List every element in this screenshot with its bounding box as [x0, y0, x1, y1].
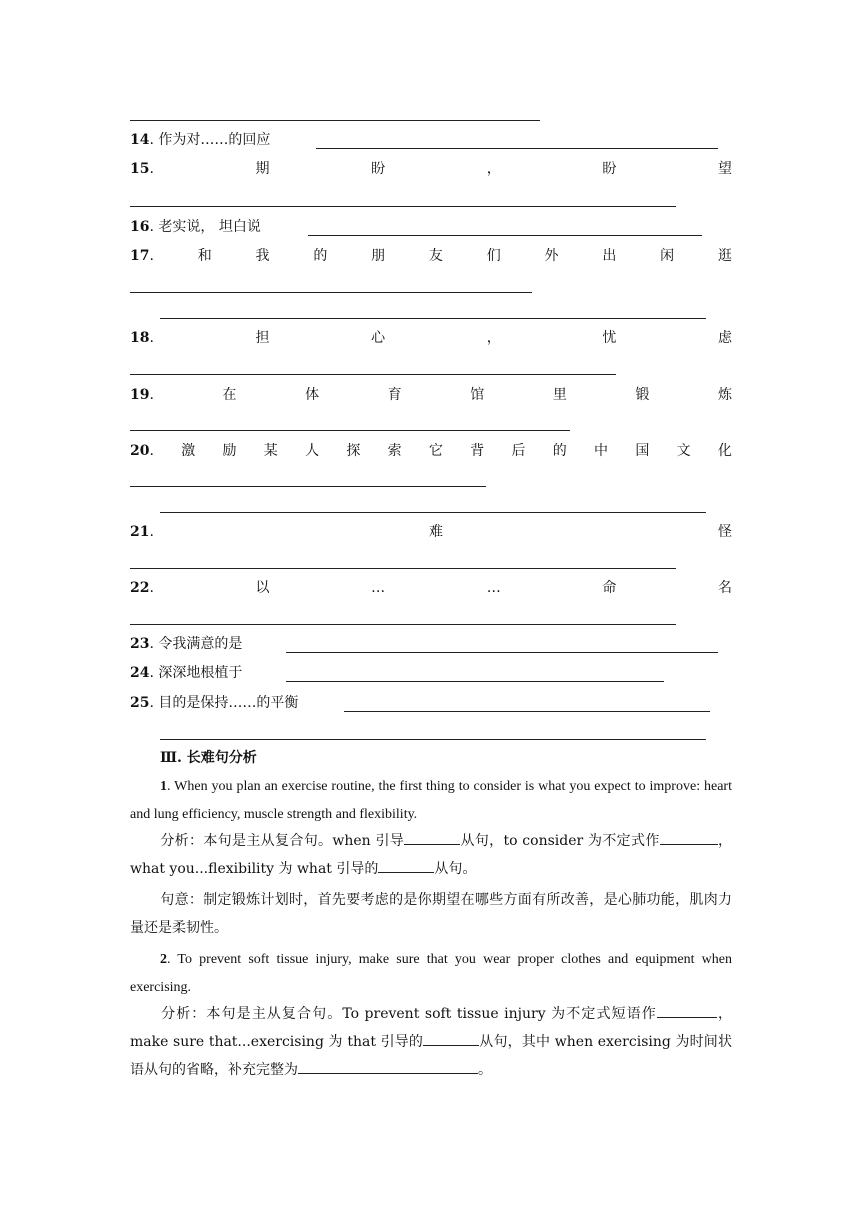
item-15: 15. 期 盼 ， 盼 望 — [130, 161, 732, 177]
char: 出 — [602, 248, 617, 264]
answer-blank[interactable] — [423, 1031, 479, 1046]
char: 体 — [305, 387, 320, 403]
item-25: 25. 目的是保持……的平衡 — [130, 695, 299, 711]
item-14: 14. 作为对……的回应 — [130, 132, 271, 148]
char: 育 — [387, 387, 402, 403]
char: 怪 — [718, 524, 732, 540]
char: 馆 — [470, 387, 485, 403]
answer-line[interactable] — [130, 486, 486, 487]
char: 们 — [486, 248, 501, 264]
char: 中 — [594, 443, 609, 459]
char: 虑 — [717, 330, 732, 346]
char: 在 — [222, 387, 237, 403]
answer-line[interactable] — [316, 148, 718, 149]
char: 探 — [346, 443, 361, 459]
char: 的 — [552, 443, 567, 459]
char: 担 — [255, 330, 270, 346]
char: 索 — [387, 443, 402, 459]
item-20: 20. 激 励 某 人 探 索 它 背 后 的 中 国 文 化 — [130, 443, 732, 459]
analysis-1: 分析：本句是主从复合句。when 引导 从句，to consider 为不定式作 ，what you...flexibility 为 what 引导的 从句。 — [130, 827, 732, 883]
char: 化 — [717, 443, 732, 459]
answer-line[interactable] — [160, 739, 706, 740]
char: 难 — [428, 524, 443, 540]
section-heading: Ⅲ. 长难句分析 — [160, 750, 257, 766]
answer-line[interactable] — [130, 430, 570, 431]
char: 我 — [255, 248, 270, 264]
char: 某 — [263, 443, 278, 459]
item-24: 24. 深深地根植于 — [130, 665, 243, 681]
char: ， — [486, 161, 501, 177]
char: 和 — [197, 248, 212, 264]
item-23: 23. 令我满意的是 — [130, 636, 243, 652]
char: 望 — [717, 161, 732, 177]
char: 励 — [222, 443, 237, 459]
char: 逛 — [717, 248, 732, 264]
char: 后 — [511, 443, 526, 459]
char: 友 — [428, 248, 443, 264]
answer-line[interactable] — [286, 652, 718, 653]
answer-blank[interactable] — [298, 1059, 478, 1074]
answer-blank[interactable] — [660, 830, 718, 845]
char: 命 — [602, 580, 617, 596]
char: 心 — [371, 330, 386, 346]
char: 盼 — [602, 161, 617, 177]
char: … — [371, 580, 386, 596]
item-16: 16. 老实说， 坦白说 — [130, 219, 261, 235]
char: 的 — [313, 248, 328, 264]
answer-line[interactable] — [344, 711, 710, 712]
answer-line[interactable] — [130, 374, 616, 375]
char: 人 — [305, 443, 320, 459]
answer-line — [130, 120, 540, 121]
answer-line[interactable] — [308, 235, 702, 236]
char: 文 — [676, 443, 691, 459]
analysis-2: 分析：本句是主从复合句。To prevent soft tissue injury 为不定式短语作 ，make sure that...exercising 为 that 引导的 从句，其中 when exercising 为时间状语从句的省略，补充完整为 。 — [130, 1000, 732, 1084]
char: 国 — [635, 443, 650, 459]
answer-line[interactable] — [130, 292, 532, 293]
answer-line[interactable] — [286, 681, 664, 682]
char: 忧 — [602, 330, 617, 346]
char: 里 — [552, 387, 567, 403]
answer-line[interactable] — [130, 206, 676, 207]
answer-blank[interactable] — [657, 1003, 717, 1018]
answer-line[interactable] — [130, 568, 676, 569]
item-19: 19. 在 体 育 馆 里 锻 炼 — [130, 387, 732, 403]
char: 朋 — [371, 248, 386, 264]
char: … — [486, 580, 501, 596]
char: 外 — [544, 248, 559, 264]
item-22: 22. 以 … … 命 名 — [130, 580, 732, 596]
char: 炼 — [717, 387, 732, 403]
answer-line[interactable] — [160, 318, 706, 319]
char: 盼 — [371, 161, 386, 177]
char: 激 — [181, 443, 196, 459]
answer-line[interactable] — [160, 512, 706, 513]
char: 以 — [255, 580, 270, 596]
char: 名 — [717, 580, 732, 596]
item-21: 21. 难 怪 — [130, 524, 732, 540]
char: ， — [486, 330, 501, 346]
answer-line[interactable] — [130, 624, 676, 625]
char: 锻 — [635, 387, 650, 403]
sentence-2: 2. To prevent soft tissue injury, make sure that you wear proper clothes and equipment when exercising. — [130, 952, 732, 995]
sentence-1: 1. When you plan an exercise routine, the first thing to consider is what you expect to improve: heart and lung efficiency, muscle strength and flexibility. — [130, 779, 732, 822]
char: 它 — [428, 443, 443, 459]
item-17: 17. 和 我 的 朋 友 们 外 出 闲 逛 — [130, 248, 732, 264]
char: 背 — [470, 443, 485, 459]
item-18: 18. 担 心 ， 忧 虑 — [130, 330, 732, 346]
meaning-1: 句意：制定锻炼计划时，首先要考虑的是你期望在哪些方面有所改善，是心肺功能，肌肉力量还是柔韧性。 — [130, 892, 732, 936]
answer-blank[interactable] — [404, 830, 460, 845]
char: 期 — [255, 161, 270, 177]
answer-blank[interactable] — [378, 858, 434, 873]
char: 闲 — [660, 248, 675, 264]
